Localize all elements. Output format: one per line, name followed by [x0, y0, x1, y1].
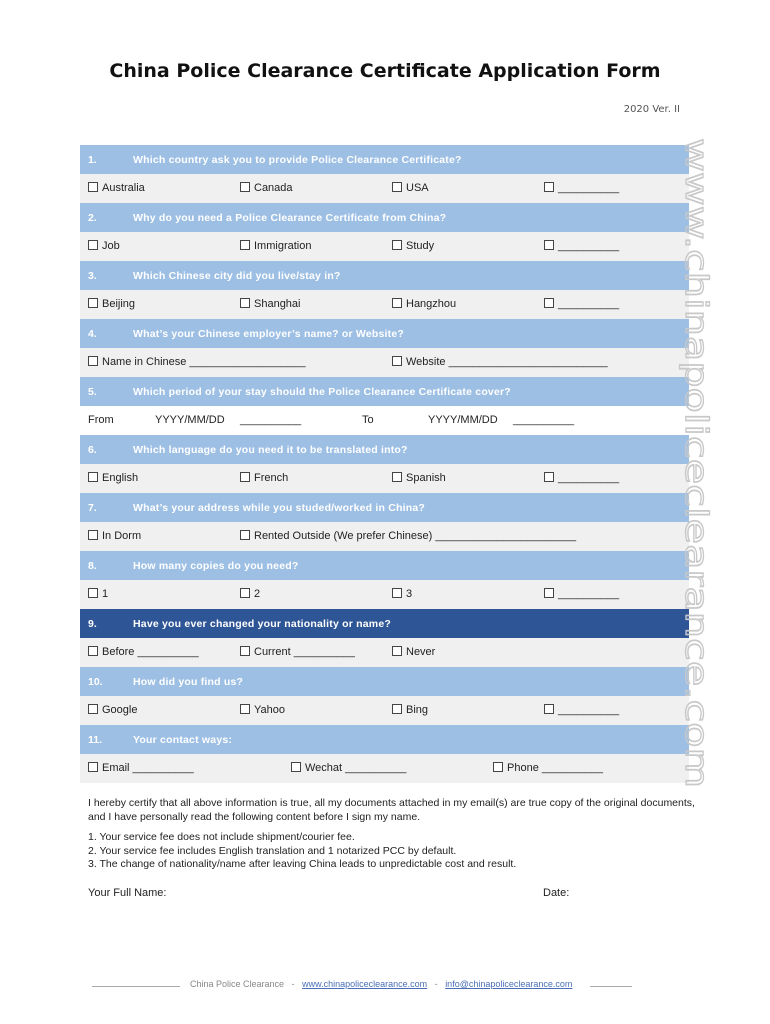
option-label: __________: [558, 588, 620, 600]
question-header: [80, 203, 689, 232]
answer-option[interactable]: [392, 356, 608, 368]
answer-option[interactable]: [88, 704, 137, 716]
checkbox-icon[interactable]: [88, 588, 98, 598]
checkbox-icon[interactable]: [88, 298, 98, 308]
question-text: Your contact ways:: [133, 733, 233, 746]
question-header: [80, 261, 689, 290]
answer-row: [80, 464, 689, 493]
question-text: Which period of your stay should the Police Clearance Certificate cover?: [133, 385, 511, 398]
answer-option[interactable]: [88, 240, 120, 252]
answer-option[interactable]: [544, 704, 619, 716]
question-header: [80, 377, 689, 406]
option-label: Study: [406, 240, 435, 252]
question-number: 6.: [88, 443, 97, 456]
answer-option[interactable]: [493, 762, 603, 774]
answer-option[interactable]: [240, 530, 576, 542]
answer-option[interactable]: [392, 588, 412, 600]
answer-row: [80, 754, 689, 783]
checkbox-icon[interactable]: [240, 472, 250, 482]
answer-option[interactable]: [392, 298, 456, 310]
checkbox-icon[interactable]: [544, 298, 554, 308]
question-text: Which language do you need it to be translated into?: [133, 443, 408, 456]
footer-company: China Police Clearance: [190, 979, 285, 989]
question-text: Which country ask you to provide Police Clearance Certificate?: [133, 153, 462, 166]
option-label: From: [88, 414, 114, 426]
option-label: To: [362, 414, 374, 426]
footer-divider: [92, 986, 180, 987]
option-label: 1: [102, 588, 109, 600]
question-text: Why do you need a Police Clearance Certificate from China?: [133, 211, 447, 224]
option-label: YYYY/MM/DD: [428, 414, 498, 426]
question-number: 7.: [88, 501, 97, 514]
option-label: 3: [406, 588, 413, 600]
checkbox-icon[interactable]: [544, 588, 554, 598]
option-label: Never: [406, 646, 436, 658]
answer-field: [240, 414, 301, 426]
question-text: What’s your address while you studed/worked in China?: [133, 501, 426, 514]
watermark-text: www.chinapoliceclearance.com: [678, 138, 714, 625]
option-label: Immigration: [254, 240, 312, 252]
full-name-label: Your Full Name:: [88, 887, 167, 899]
question-number: 1.: [88, 153, 97, 166]
answer-option[interactable]: [392, 704, 428, 716]
checkbox-icon[interactable]: [88, 646, 98, 656]
option-label: Job: [102, 240, 120, 252]
answer-option[interactable]: [88, 356, 306, 368]
answer-row: [80, 580, 689, 609]
question-number: 5.: [88, 385, 97, 398]
checkbox-icon[interactable]: [240, 530, 250, 540]
option-label: Bing: [406, 704, 429, 716]
version-label: 2020 Ver. II: [623, 104, 680, 115]
option-label: In Dorm: [102, 530, 142, 542]
question-header: [80, 551, 689, 580]
checkbox-icon[interactable]: [88, 240, 98, 250]
checkbox-icon[interactable]: [240, 182, 250, 192]
footer-divider: [590, 986, 632, 987]
option-label: Canada: [254, 182, 293, 194]
question-text: Which Chinese city did you live/stay in?: [133, 269, 341, 282]
option-label: 2: [254, 588, 261, 600]
option-label: __________: [558, 182, 620, 194]
answer-field: [155, 414, 225, 426]
checkbox-icon[interactable]: [544, 182, 554, 192]
option-label: __________: [513, 414, 575, 426]
question-number: 2.: [88, 211, 97, 224]
checkbox-icon[interactable]: [240, 646, 250, 656]
option-label: __________: [240, 414, 302, 426]
option-label: Yahoo: [254, 704, 285, 716]
option-label: Spanish: [406, 472, 446, 484]
checkbox-icon[interactable]: [291, 762, 301, 772]
answer-option[interactable]: [240, 588, 260, 600]
option-label: Hangzhou: [406, 298, 457, 310]
footer-email-link[interactable]: info@chinapoliceclearance.com: [445, 979, 573, 989]
answer-option[interactable]: [88, 472, 138, 484]
question-header: [80, 435, 689, 464]
footer-separator: -: [291, 979, 295, 989]
note-item: 1. Your service fee does not include shipment/courier fee.: [88, 831, 355, 843]
answer-option[interactable]: [544, 240, 619, 252]
option-label: USA: [406, 182, 429, 194]
answer-row: [80, 696, 689, 725]
question-text: How did you find us?: [133, 675, 244, 688]
checkbox-icon[interactable]: [88, 762, 98, 772]
question-header: [80, 493, 689, 522]
answer-option[interactable]: [240, 704, 285, 716]
checkbox-icon[interactable]: [392, 472, 402, 482]
answer-option[interactable]: [544, 298, 619, 310]
option-label: Shanghai: [254, 298, 301, 310]
certification-text: I hereby certify that all above information is true, all my documents attached in my email(s) are true copy of the original documents, and I have personally read the following content before I sign my name.: [88, 797, 695, 823]
answer-option[interactable]: [392, 646, 435, 658]
option-label: Phone __________: [507, 762, 604, 774]
question-number: 8.: [88, 559, 97, 572]
checkbox-icon[interactable]: [240, 704, 250, 714]
answer-row: [80, 638, 689, 667]
checkbox-icon[interactable]: [493, 762, 503, 772]
option-label: Wechat __________: [305, 762, 407, 774]
option-label: French: [254, 472, 289, 484]
option-label: Name in Chinese ___________________: [102, 356, 306, 368]
question-text: How many copies do you need?: [133, 559, 299, 572]
page-title: China Police Clearance Certificate Application Form: [109, 60, 661, 82]
checkbox-icon[interactable]: [392, 588, 402, 598]
question-header: [80, 609, 689, 638]
checkbox-icon[interactable]: [240, 588, 250, 598]
question-number: 11.: [88, 733, 103, 746]
answer-option[interactable]: [392, 240, 434, 252]
checkbox-icon[interactable]: [88, 356, 98, 366]
checkbox-icon[interactable]: [392, 704, 402, 714]
option-label: __________: [558, 704, 620, 716]
answer-row: [80, 406, 689, 435]
checkbox-icon[interactable]: [392, 240, 402, 250]
answer-option[interactable]: [291, 762, 406, 774]
answer-option[interactable]: [88, 298, 135, 310]
answer-option[interactable]: [240, 182, 293, 194]
answer-option[interactable]: [88, 182, 145, 194]
footer: [0, 979, 770, 993]
application-form: [80, 145, 689, 783]
footer-separator: -: [434, 979, 438, 989]
question-number: 3.: [88, 269, 97, 282]
option-label: Rented Outside (We prefer Chinese) _______________________: [254, 530, 577, 542]
answer-option[interactable]: [88, 588, 108, 600]
question-header: [80, 725, 689, 754]
option-label: Website __________________________: [406, 356, 608, 368]
checkbox-icon[interactable]: [544, 704, 554, 714]
checkbox-icon[interactable]: [88, 182, 98, 192]
question-text: Have you ever changed your nationality or name?: [133, 617, 391, 630]
checkbox-icon[interactable]: [88, 472, 98, 482]
watermark: [678, 138, 718, 798]
option-label: Current __________: [254, 646, 355, 658]
checkbox-icon[interactable]: [392, 298, 402, 308]
question-number: 4.: [88, 327, 97, 340]
answer-option[interactable]: [88, 762, 194, 774]
checkbox-icon[interactable]: [392, 182, 402, 192]
option-label: __________: [558, 298, 620, 310]
answer-field: [513, 414, 574, 426]
checkbox-icon[interactable]: [240, 240, 250, 250]
answer-field: [428, 414, 498, 426]
question-number: 9.: [88, 617, 97, 630]
answer-option[interactable]: [240, 646, 355, 658]
answer-option[interactable]: [88, 646, 199, 658]
option-label: Email __________: [102, 762, 194, 774]
answer-option[interactable]: [88, 530, 141, 542]
option-label: __________: [558, 240, 620, 252]
answer-row: [80, 174, 689, 203]
answer-option[interactable]: [240, 298, 301, 310]
date-label: Date:: [543, 887, 570, 899]
checkbox-icon[interactable]: [88, 530, 98, 540]
question-header: [80, 145, 689, 174]
note-item: 2. Your service fee includes English translation and 1 notarized PCC by default.: [88, 844, 457, 857]
footer-website-link[interactable]: www.chinapoliceclearance.com: [302, 979, 428, 989]
note-item: 3. The change of nationality/name after leaving China leads to unpredictable cost and result.: [88, 858, 517, 870]
answer-option[interactable]: [240, 240, 311, 252]
checkbox-icon[interactable]: [88, 704, 98, 714]
checkbox-icon[interactable]: [240, 298, 250, 308]
checkbox-icon[interactable]: [392, 646, 402, 656]
option-label: English: [102, 472, 139, 484]
answer-row: [80, 348, 689, 377]
answer-row: [80, 522, 689, 551]
answer-row: [80, 232, 689, 261]
option-label: Google: [102, 704, 138, 716]
notes-list: [88, 831, 698, 872]
checkbox-icon[interactable]: [544, 240, 554, 250]
question-text: What’s your Chinese employer’s name? or Website?: [133, 327, 404, 340]
answer-option[interactable]: [392, 182, 429, 194]
checkbox-icon[interactable]: [392, 356, 402, 366]
option-label: __________: [558, 472, 620, 484]
answer-option[interactable]: [544, 588, 619, 600]
answer-option[interactable]: [240, 472, 288, 484]
option-label: YYYY/MM/DD: [155, 414, 225, 426]
answer-option[interactable]: [544, 472, 619, 484]
answer-field: [362, 414, 374, 426]
answer-field: [88, 414, 114, 426]
option-label: Australia: [102, 182, 145, 194]
footer-text: [190, 979, 572, 989]
question-number: 10.: [88, 675, 103, 688]
checkbox-icon[interactable]: [544, 472, 554, 482]
answer-row: [80, 290, 689, 319]
option-label: Beijing: [102, 298, 136, 310]
question-header: [80, 319, 689, 348]
question-header: [80, 667, 689, 696]
answer-option[interactable]: [544, 182, 619, 194]
option-label: Before __________: [102, 646, 199, 658]
answer-option[interactable]: [392, 472, 446, 484]
